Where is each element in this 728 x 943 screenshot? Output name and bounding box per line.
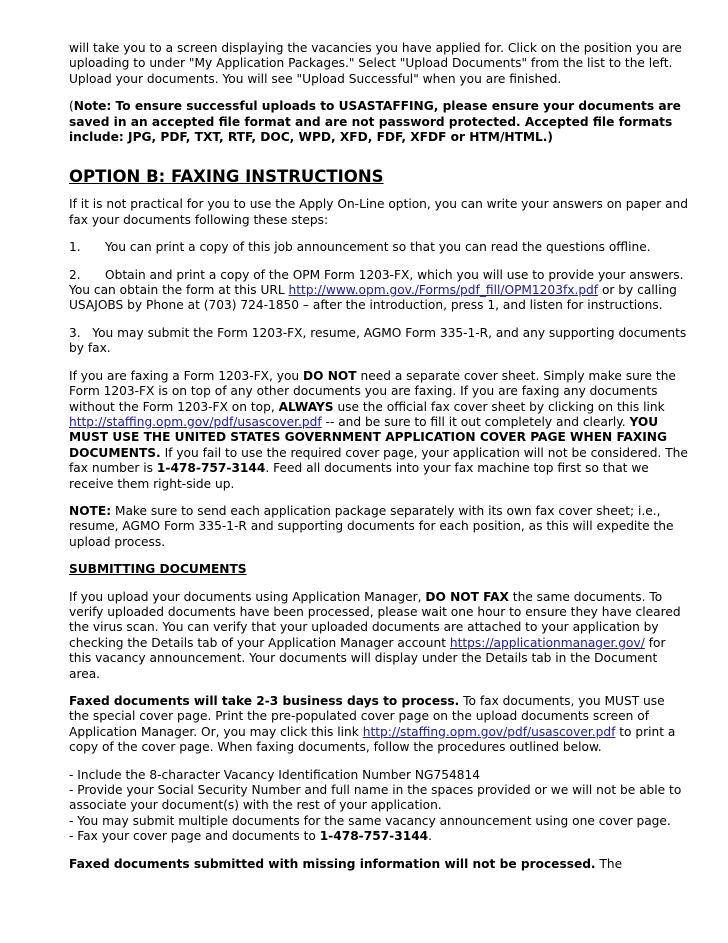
submitting-paragraph: If you upload your documents using Application Manager, DO NOT FAX the same documents. To verify uploaded documents have been processed, please wait one hour to ensure they have cleared the virus scan. You can verify that your uploaded documents are attached to your application by checking the Details tab of your Application Manager account https://applicationmanager.gov/ for this vacancy announcement. Your documents will display under the Details tab in the Document area. bbox=[69, 589, 681, 681]
list-item: - Include the 8-character Vacancy Identification Number NG754814 bbox=[69, 767, 481, 782]
application-manager-link[interactable]: https://applicationmanager.gov/ bbox=[449, 635, 645, 650]
list-item: - Fax your cover page and documents to 1-478-757-3144. bbox=[69, 829, 433, 844]
step-2: 2. Obtain and print a copy of the OPM Form 1203-FX, which you will use to provide your answers. You can obtain the form at this URL http://www.opm.gov./Forms/pdf_fill/OPM1203fx.pdf or by calling USAJOBS by Phone at (703) 724-1850 – after the introduction, press 1, and listen for instructions. bbox=[69, 267, 684, 313]
opm-form-link[interactable]: http://www.opm.gov./Forms/pdf_fill/OPM1203fx.pdf bbox=[288, 283, 599, 298]
fax-package-note: NOTE: Make sure to send each application package separately with its own fax cover sheet; i.e., resume, AGMO Form 335-1-R and supporting documents for each position, as this will expedite the upload process. bbox=[69, 503, 674, 549]
fax-procedure-list bbox=[69, 768, 688, 845]
faxed-processing-paragraph: Faxed documents will take 2-3 business days to process. To fax documents, you MUST use the special cover page. Print the pre-populated cover page on the upload documents screen of Application Manager. Or, you may click this link http://staffing.opm.gov/pdf/usascover.pdf to print a copy of the cover page. When faxing documents, follow the procedures outlined below. bbox=[69, 694, 676, 755]
list-item: - Provide your Social Security Number and full name in the spaces provided or we will not be able to associate your document(s) with the rest of your application. bbox=[69, 783, 682, 813]
fax-cover-paragraph: If you are faxing a Form 1203-FX, you DO NOT need a separate cover sheet. Simply make sure the Form 1203-FX is on top of any other documents you are faxing. If you are faxing any documents without the Form 1203-FX on top, ALWAYS use the official fax cover sheet by clicking on this link http://staffing.opm.gov/pdf/usascover.pdf -- and be sure to fill it out completely and clearly. YOU MUST USE THE UNITED STATES GOVERNMENT APPLICATION COVER PAGE WHEN FAXING DOCUMENTS. If you fail to use the required cover page, your application will not be considered. The fax number is 1-478-757-3144. Feed all documents into your fax machine top first so that we receive them right-side up. bbox=[69, 368, 688, 491]
step-1: 1. You can print a copy of this job announcement so that you can read the questions offline. bbox=[69, 240, 651, 255]
list-item: - You may submit multiple documents for the same vacancy announcement using one cover page. bbox=[69, 813, 671, 828]
option-b-heading: OPTION B: FAXING INSTRUCTIONS bbox=[69, 167, 384, 187]
step-3: 3. You may submit the Form 1203-FX, resume, AGMO Form 335-1-R, and any supporting documents by fax. bbox=[69, 325, 687, 356]
missing-info-paragraph: Faxed documents submitted with missing information will not be processed. The bbox=[69, 856, 623, 871]
cover-page-link[interactable]: http://staffing.opm.gov/pdf/usascover.pdf bbox=[362, 724, 616, 739]
fax-cover-sheet-link[interactable]: http://staffing.opm.gov/pdf/usascover.pdf bbox=[69, 414, 322, 429]
upload-instructions-paragraph: will take you to a screen displaying the vacancies you have applied for. Click on the position you are uploading to under "My Application Packages." Select "Upload Documents" from the list to the left. Upload your documents. You will see "Upload Successful" when you are finished. bbox=[69, 41, 682, 86]
upload-format-note: (Note: To ensure successful uploads to USASTAFFING, please ensure your documents are saved in an accepted file format and are not password protected. Accepted file formats include: JPG, PDF, TXT, RTF, DOC, WPD, XFD, FDF, XFDF or HTM/HTML.) bbox=[69, 99, 681, 145]
option-b-intro: If it is not practical for you to use the Apply On-Line option, you can write your answers on paper and fax your documents following these steps: bbox=[69, 197, 689, 227]
submitting-documents-heading: SUBMITTING DOCUMENTS bbox=[69, 562, 247, 577]
